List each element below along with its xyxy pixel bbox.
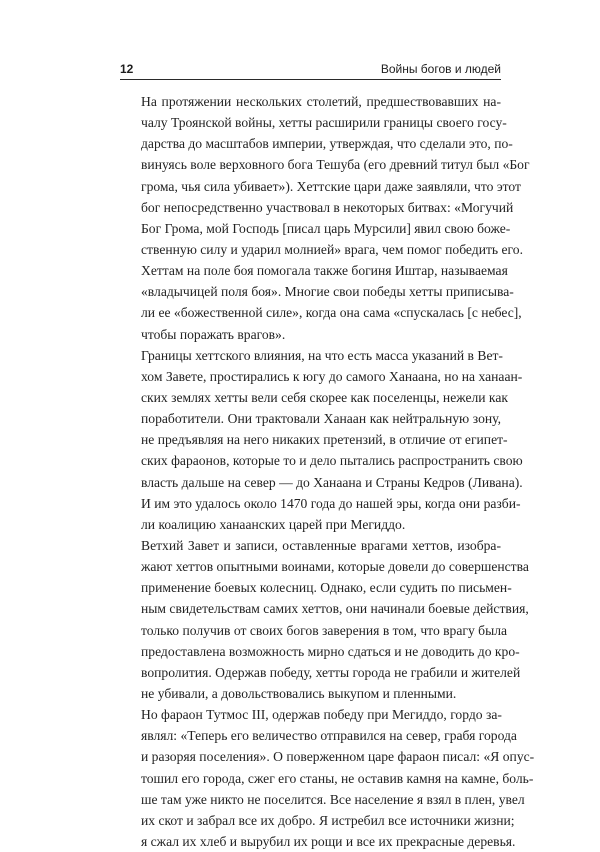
body-text	[120, 91, 535, 852]
text-line: являл: «Теперь его величество отправился на север, грабя города	[141, 728, 517, 744]
text-line: ских фараонов, которые то и дело пытались распространить свою	[141, 453, 523, 469]
running-title: Войны богов и людей	[380, 62, 501, 76]
text-line: На протяжении нескольких столетий, предшествовавших на-	[141, 94, 501, 109]
text-line: грома, чья сила убивает»). Хеттские цари даже заявляли, что этот	[141, 178, 521, 194]
text-line: ше там уже никто не поселится. Все население я взял в плен, увел	[141, 791, 525, 807]
text-line: и разоряя поселения». О поверженном царе фараон писал: «Я опус-	[141, 749, 535, 765]
text-line: Но фараон Тутмос III, одержав победу при Мегиддо, гордо за-	[141, 707, 502, 723]
text-line: бог непосредственно участвовал в некоторых битвах: «Могучий	[141, 199, 514, 215]
text-line: Границы хеттского влияния, на что есть масса указаний в Вет-	[141, 347, 503, 363]
text-line: ли ее «божественной силе», когда она сама «спускалась [с небес],	[141, 305, 522, 321]
running-head	[120, 61, 501, 77]
header-rule	[120, 79, 501, 80]
text-line: я сжал их хлеб и вырубил их рощи и все их прекрасные деревья.	[141, 833, 516, 849]
page-number: 12	[120, 62, 134, 76]
text-line: тошил его города, сжег его станы, не оставив камня на камне, боль-	[141, 770, 534, 786]
text-line: ственную силу и ударил молнией» врага, чем помог победить его.	[141, 241, 523, 257]
paragraph-1	[120, 91, 530, 345]
text-line: применение боевых колесниц. Однако, если судить по письмен-	[141, 580, 512, 596]
text-line: власть дальше на север — до Ханаана и Страны Кедров (Ливана).	[141, 474, 523, 490]
text-line: не убивали, а довольствовались выкупом и пленными.	[141, 685, 457, 701]
text-line: их скот и забрал все их добро. Я истребил все источники жизни;	[141, 812, 515, 828]
text-line: И им это удалось около 1470 года до нашей эры, когда они разби-	[141, 495, 521, 511]
paragraph-3	[120, 535, 529, 704]
text-line: Хеттам на поле боя помогала также богиня Иштар, называемая	[141, 263, 508, 279]
text-line: предоставлена возможность мирно сдаться и не доводить до кро-	[141, 643, 520, 659]
text-line: дарства до масштабов империи, утверждая, что сделали это, по-	[141, 136, 513, 152]
text-line: чтобы поражать врагов».	[141, 326, 286, 342]
text-line: только получив от своих богов заверения в том, что врагу была	[141, 622, 508, 638]
paragraph-2	[120, 345, 523, 535]
text-line: ным свидетельствам самих хеттов, они начинали боевые действия,	[141, 601, 529, 617]
text-line: поработители. Они трактовали Ханаан как нейтральную зону,	[141, 411, 501, 427]
text-line: Бог Грома, мой Господь [писал царь Мурсили] явил свою боже-	[141, 220, 511, 236]
text-line: жают хеттов опытными воинами, которые довели до совершенства	[141, 559, 529, 575]
text-line: винуясь воле верховного бога Тешуба (его древний титул был «Бог	[141, 157, 530, 173]
text-line: Ветхий Завет и записи, оставленные врагами хеттов, изобра-	[141, 537, 501, 553]
text-line: ских землях хетты вели себя скорее как поселенцы, нежели как	[141, 389, 508, 405]
text-line: вопролития. Одержав победу, хетты города не грабили и жителей	[141, 664, 521, 680]
text-line: «владычицей поля боя». Многие свои победы хетты приписыва-	[141, 284, 514, 300]
text-line: не предъявляя на него никаких претензий, в отличие от египет-	[141, 432, 508, 448]
paragraph-4	[120, 704, 535, 852]
text-line: ли коалицию ханаанских царей при Мегиддо.	[141, 516, 406, 532]
text-line: хом Завете, простирались к югу до самого Ханаана, но на ханаан-	[141, 368, 523, 384]
text-line: чалу Троянской войны, хетты расширили границы своего госу-	[141, 115, 507, 131]
